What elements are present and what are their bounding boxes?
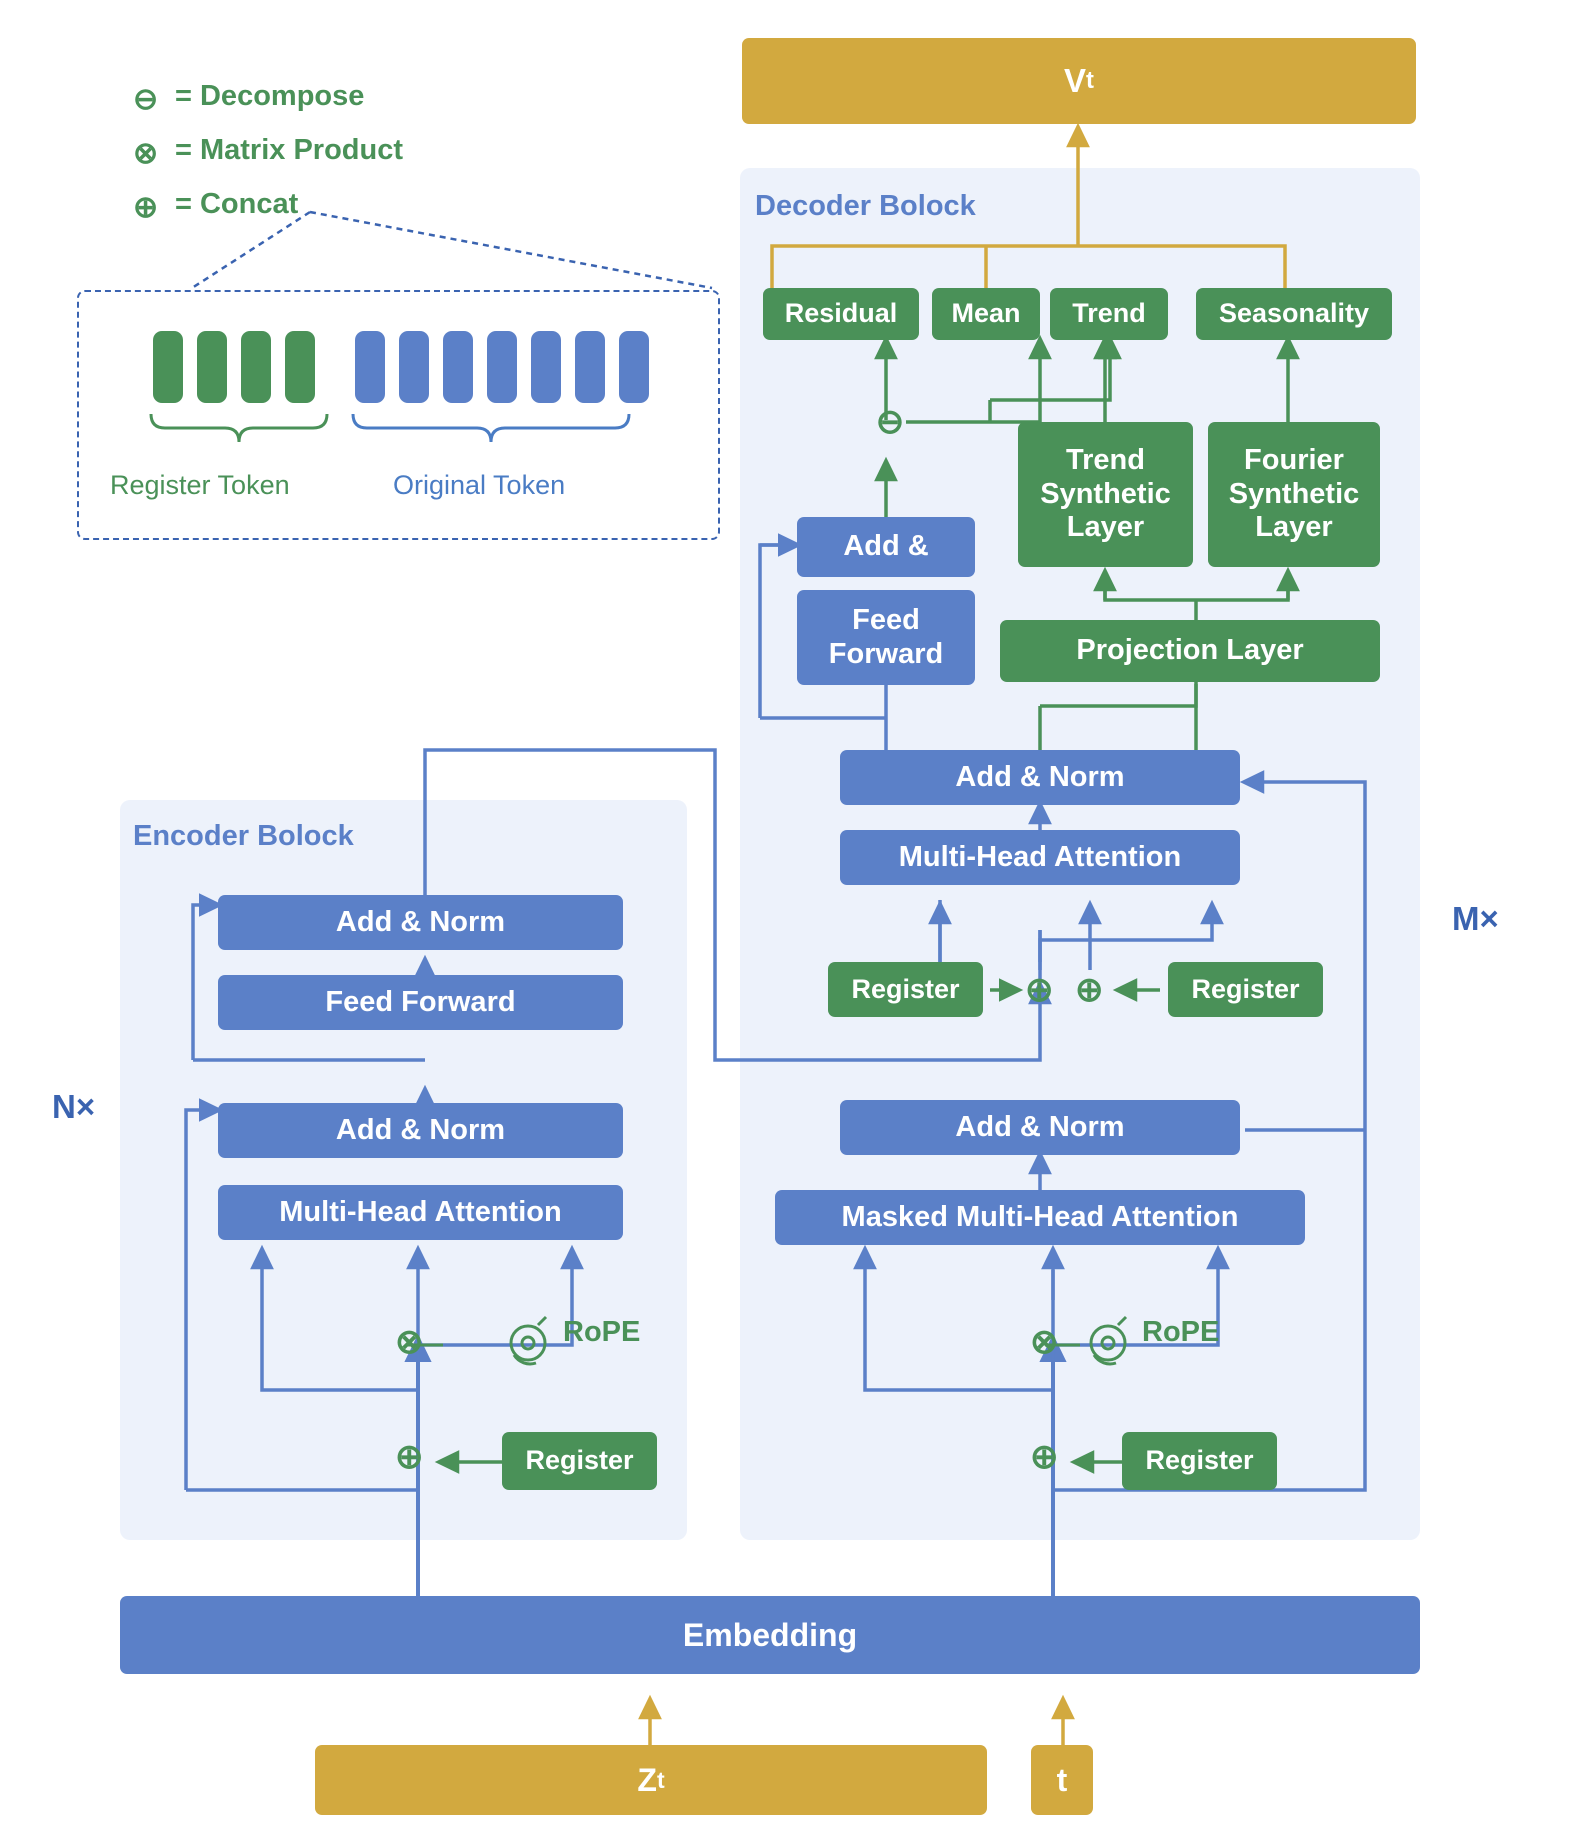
legend-label-concat: = Concat	[175, 188, 299, 220]
decoder-concat-operator-bottom: ⊕	[1030, 1438, 1059, 1476]
input-zt-box	[315, 1745, 987, 1815]
input-t-box: t	[1031, 1745, 1093, 1815]
register-token-label: Register Token	[110, 470, 290, 500]
mean-box: Mean	[932, 288, 1040, 340]
decoder-feed-forward-box: Feed Forward	[797, 590, 975, 685]
decompose-operator: ⊖	[875, 403, 905, 441]
decoder-masked-mha-box: Masked Multi-Head Attention	[775, 1190, 1305, 1245]
decoder-concat-operator-right: ⊕	[1075, 971, 1104, 1009]
add-amp-box: Add &	[797, 517, 975, 577]
original-token-bar	[531, 331, 561, 403]
original-token-bar	[487, 331, 517, 403]
token-legend-panel	[77, 290, 720, 540]
decoder-add-norm-cross-box: Add & Norm	[840, 750, 1240, 805]
encoder-add-norm-top-box: Add & Norm	[218, 895, 623, 950]
decoder-concat-operator-left: ⊕	[1025, 971, 1054, 1009]
output-vt-box	[742, 38, 1416, 124]
encoder-register-box: Register	[502, 1432, 657, 1490]
legend-symbol-matrix-product: ⊗	[133, 137, 159, 170]
encoder-feed-forward-box: Feed Forward	[218, 975, 623, 1030]
projection-layer-box: Projection Layer	[1000, 620, 1380, 682]
legend-symbol-decompose: ⊖	[133, 83, 159, 116]
decoder-add-norm-masked-box: Add & Norm	[840, 1100, 1240, 1155]
input-zt-label: Z	[637, 1761, 657, 1798]
legend-symbol-concat: ⊕	[133, 191, 159, 224]
register-token-bar	[153, 331, 183, 403]
original-token-bar	[575, 331, 605, 403]
decoder-block-title: Decoder Bolock	[755, 190, 976, 222]
encoder-rope-label: RoPE	[563, 1316, 641, 1348]
embedding-box: Embedding	[120, 1596, 1420, 1674]
trend-box: Trend	[1050, 288, 1168, 340]
fourier-synthetic-layer-box: Fourier Synthetic Layer	[1208, 422, 1380, 567]
encoder-add-norm-bottom-box: Add & Norm	[218, 1103, 623, 1158]
original-token-bar	[399, 331, 429, 403]
encoder-concat-operator: ⊕	[395, 1438, 424, 1476]
trend-synthetic-layer-box: Trend Synthetic Layer	[1018, 422, 1193, 567]
decoder-register-bottom-box: Register	[1122, 1432, 1277, 1490]
original-token-bar	[355, 331, 385, 403]
seasonality-box: Seasonality	[1196, 288, 1392, 340]
decoder-register-left-box: Register	[828, 962, 983, 1017]
decoder-repeat-count: M×	[1452, 900, 1499, 937]
output-vt-subscript: t	[1086, 67, 1094, 95]
original-token-bar	[443, 331, 473, 403]
original-token-label: Original Token	[393, 470, 566, 500]
register-token-bar	[241, 331, 271, 403]
original-token-bar	[619, 331, 649, 403]
decoder-rope-label: RoPE	[1142, 1316, 1220, 1348]
decoder-mha-box: Multi-Head Attention	[840, 830, 1240, 885]
residual-box: Residual	[763, 288, 919, 340]
encoder-block-title: Encoder Bolock	[133, 820, 354, 852]
encoder-mha-box: Multi-Head Attention	[218, 1185, 623, 1240]
register-token-bar	[197, 331, 227, 403]
legend-label-decompose: = Decompose	[175, 80, 365, 112]
encoder-matmul-operator: ⊗	[395, 1323, 424, 1361]
input-zt-subscript: t	[656, 1766, 665, 1793]
output-vt-label: V	[1064, 62, 1087, 100]
encoder-repeat-count: N×	[52, 1088, 96, 1125]
decoder-register-right-box: Register	[1168, 962, 1323, 1017]
decoder-matmul-operator: ⊗	[1030, 1323, 1059, 1361]
legend-label-matrix-product: = Matrix Product	[175, 134, 404, 166]
register-token-bar	[285, 331, 315, 403]
